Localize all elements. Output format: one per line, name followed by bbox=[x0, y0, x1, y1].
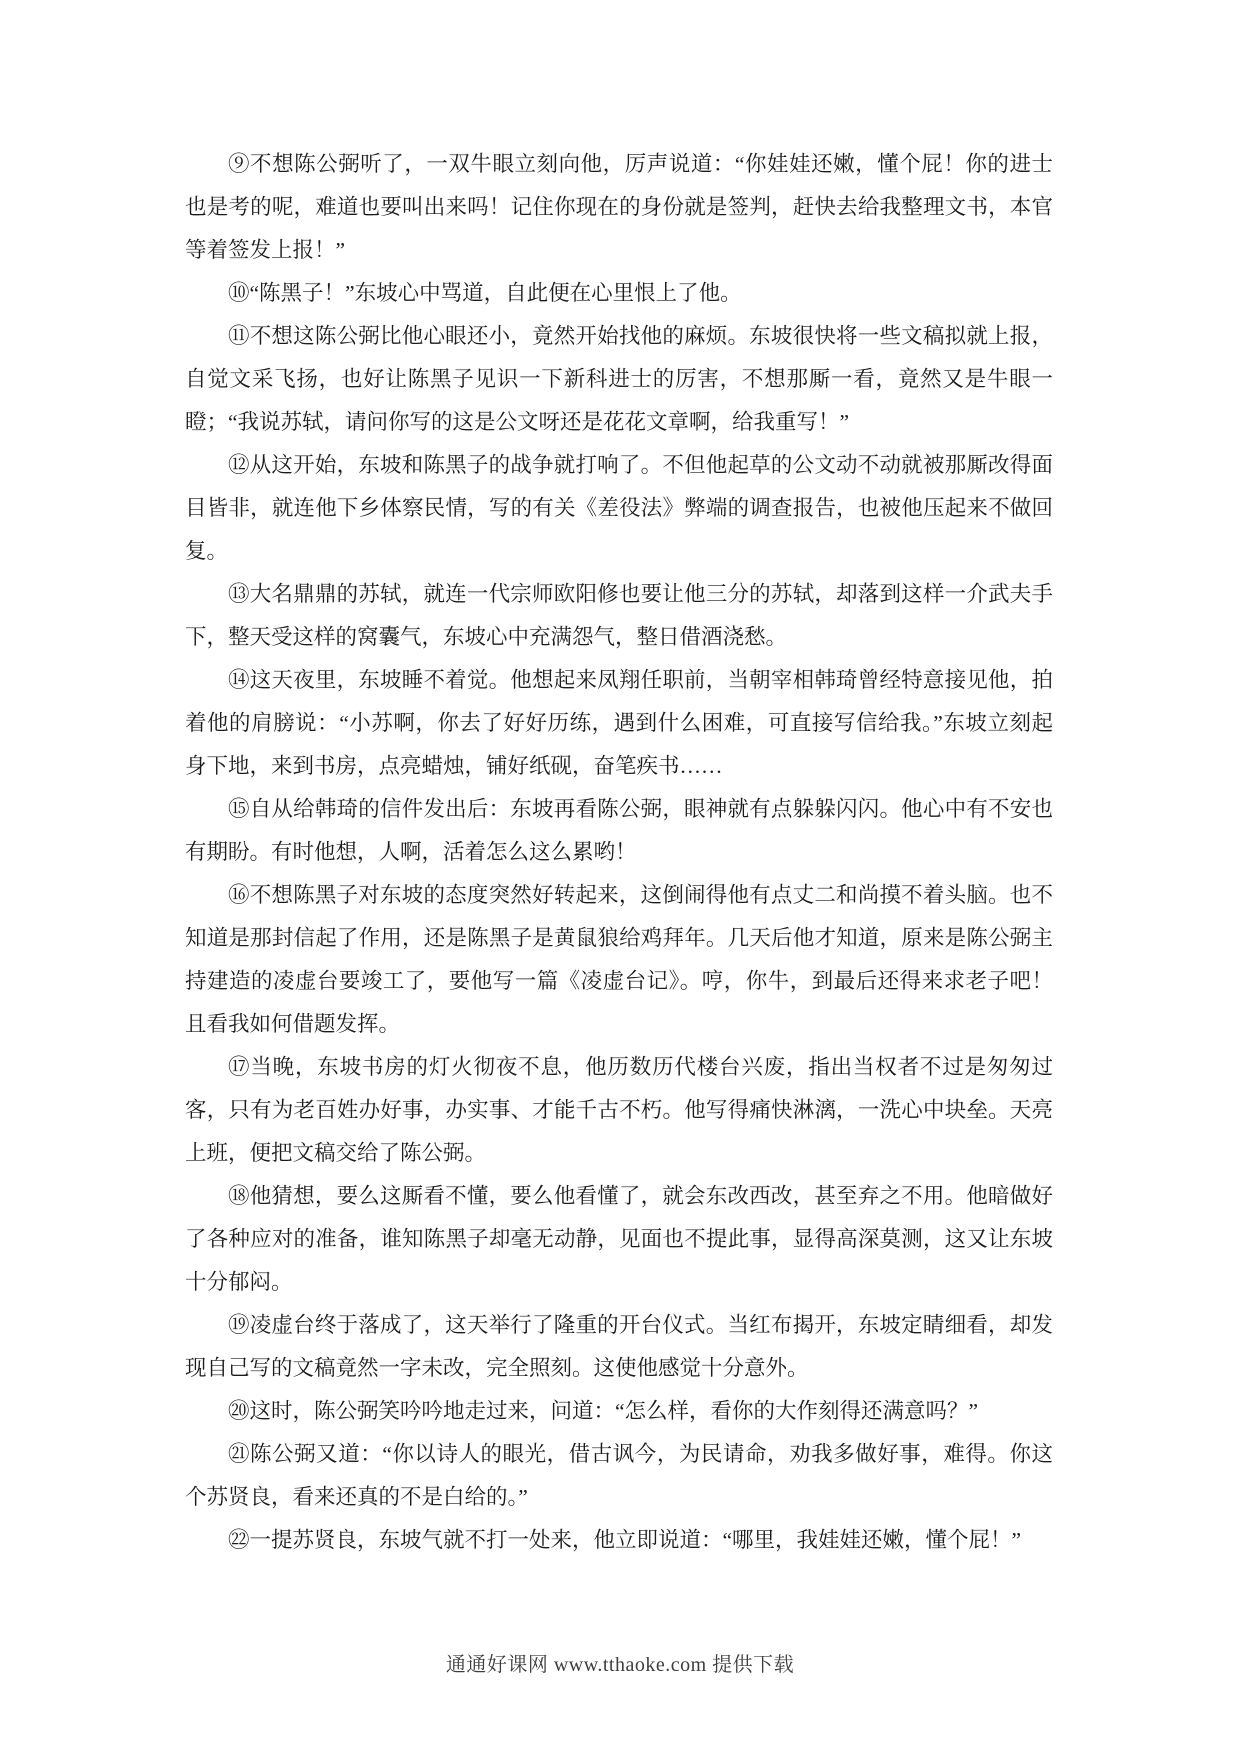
paragraph-text: 不想陈公弼听了，一双牛眼立刻向他，厉声说道：“你娃娃还嫩，懂个屁！你的进士也是考的呢，难道也要叫出来吗！记住你现在的身份就是签判，赶快去给我整理文书，本官等着签发上报！” bbox=[185, 152, 1053, 262]
paragraph-number: ⑩ bbox=[228, 281, 250, 305]
paragraph-number: ㉑ bbox=[228, 1442, 251, 1466]
page-footer bbox=[0, 1650, 1240, 1680]
paragraph-text: 当晚，东坡书房的灯火彻夜不息，他历数历代楼台兴废，指出当权者不过是匆匆过客，只有为老百姓办好事，办实事、才能千古不朽。他写得痛快淋漓，一洗心中块垒。天亮上班，便把文稿交给了陈公弼。 bbox=[185, 1055, 1053, 1165]
paragraph-text: 他猜想，要么这厮看不懂，要么他看懂了，就会东改西改，甚至弃之不用。他暗做好了各种应对的准备，谁知陈黑子却毫无动静，见面也不提此事，显得高深莫测，这又让东坡十分郁闷。 bbox=[185, 1184, 1053, 1294]
paragraph bbox=[185, 315, 1053, 444]
paragraph bbox=[185, 874, 1053, 1046]
paragraph bbox=[185, 1046, 1053, 1175]
paragraph bbox=[185, 1304, 1053, 1390]
paragraph-number: ⑳ bbox=[228, 1399, 250, 1423]
paragraph-text: 这时，陈公弼笑吟吟地走过来，问道：“怎么样，看你的大作刻得还满意吗？” bbox=[249, 1399, 979, 1423]
paragraph bbox=[185, 788, 1053, 874]
paragraph-number: ⑭ bbox=[228, 668, 250, 692]
paragraph-text: 陈公弼又道：“你以诗人的眼光，借古讽今，为民请命，劝我多做好事，难得。你这个苏贤良，看来还真的不是白给的。” bbox=[185, 1442, 1053, 1509]
paragraph-number: ⑯ bbox=[228, 883, 250, 907]
paragraph-number: ⑲ bbox=[228, 1313, 250, 1337]
paragraph bbox=[185, 573, 1053, 659]
paragraph bbox=[185, 1390, 1053, 1433]
document-body bbox=[185, 143, 1053, 1562]
paragraph bbox=[185, 1175, 1053, 1304]
paragraph-number: ⑪ bbox=[228, 324, 250, 348]
paragraph bbox=[185, 1519, 1053, 1562]
paragraph bbox=[185, 659, 1053, 788]
paragraph-number: ㉒ bbox=[228, 1528, 250, 1552]
paragraph-text: 一提苏贤良，东坡气就不打一处来，他立即说道：“哪里，我娃娃还嫩，懂个屁！” bbox=[249, 1528, 1022, 1552]
paragraph-number: ⑮ bbox=[228, 797, 250, 821]
paragraph bbox=[185, 444, 1053, 573]
paragraph-number: ⑨ bbox=[228, 152, 251, 176]
paragraph-text: 自从给韩琦的信件发出后：东坡再看陈公弼，眼神就有点躲躲闪闪。他心中有不安也有期盼。有时他想，人啊，活着怎么这么累哟！ bbox=[185, 797, 1053, 864]
paragraph-number: ⑱ bbox=[228, 1184, 250, 1208]
paragraph-text: 不想陈黑子对东坡的态度突然好转起来，这倒闹得他有点丈二和尚摸不着头脑。也不知道是那封信起了作用，还是陈黑子是黄鼠狼给鸡拜年。几天后他才知道，原来是陈公弼主持建造的凌虚台要竣工了，要他写一篇《凌虚台记》。哼，你牛，到最后还得来求老子吧！且看我如何借题发挥。 bbox=[185, 883, 1053, 1036]
paragraph bbox=[185, 1433, 1053, 1519]
paragraph-number: ⑬ bbox=[228, 582, 250, 606]
paragraph bbox=[185, 272, 1053, 315]
paragraph-text: 不想这陈公弼比他心眼还小，竟然开始找他的麻烦。东坡很快将一些文稿拟就上报，自觉文采飞扬，也好让陈黑子见识一下新科进士的厉害，不想那厮一看，竟然又是牛眼一瞪；“我说苏轼，请问你写的这是公文呀还是花花文章啊，给我重写！” bbox=[185, 324, 1053, 434]
footer-text: 通通好课网 www.tthaoke.com 提供下载 bbox=[445, 1654, 795, 1676]
paragraph-text: “陈黑子！”东坡心中骂道，自此便在心里恨上了他。 bbox=[249, 281, 742, 305]
paragraph-text: 大名鼎鼎的苏轼，就连一代宗师欧阳修也要让他三分的苏轼，却落到这样一介武夫手下，整天受这样的窝囊气，东坡心中充满怨气，整日借酒浇愁。 bbox=[185, 582, 1053, 649]
paragraph-text: 凌虚台终于落成了，这天举行了隆重的开台仪式。当红布揭开，东坡定睛细看，却发现自己写的文稿竟然一字未改，完全照刻。这使他感觉十分意外。 bbox=[185, 1313, 1053, 1380]
paragraph-text: 从这开始，东坡和陈黑子的战争就打响了。不但他起草的公文动不动就被那厮改得面目皆非，就连他下乡体察民情，写的有关《差役法》弊端的调查报告，也被他压起来不做回复。 bbox=[185, 453, 1053, 563]
paragraph-number: ⑫ bbox=[228, 453, 250, 477]
paragraph bbox=[185, 143, 1053, 272]
paragraph-text: 这天夜里，东坡睡不着觉。他想起来凤翔任职前，当朝宰相韩琦曾经特意接见他，拍着他的肩膀说：“小苏啊，你去了好好历练，遇到什么困难，可直接写信给我。”东坡立刻起身下地，来到书房，点亮蜡烛，铺好纸砚，奋笔疾书…… bbox=[185, 668, 1053, 778]
paragraph-number: ⑰ bbox=[228, 1055, 251, 1079]
